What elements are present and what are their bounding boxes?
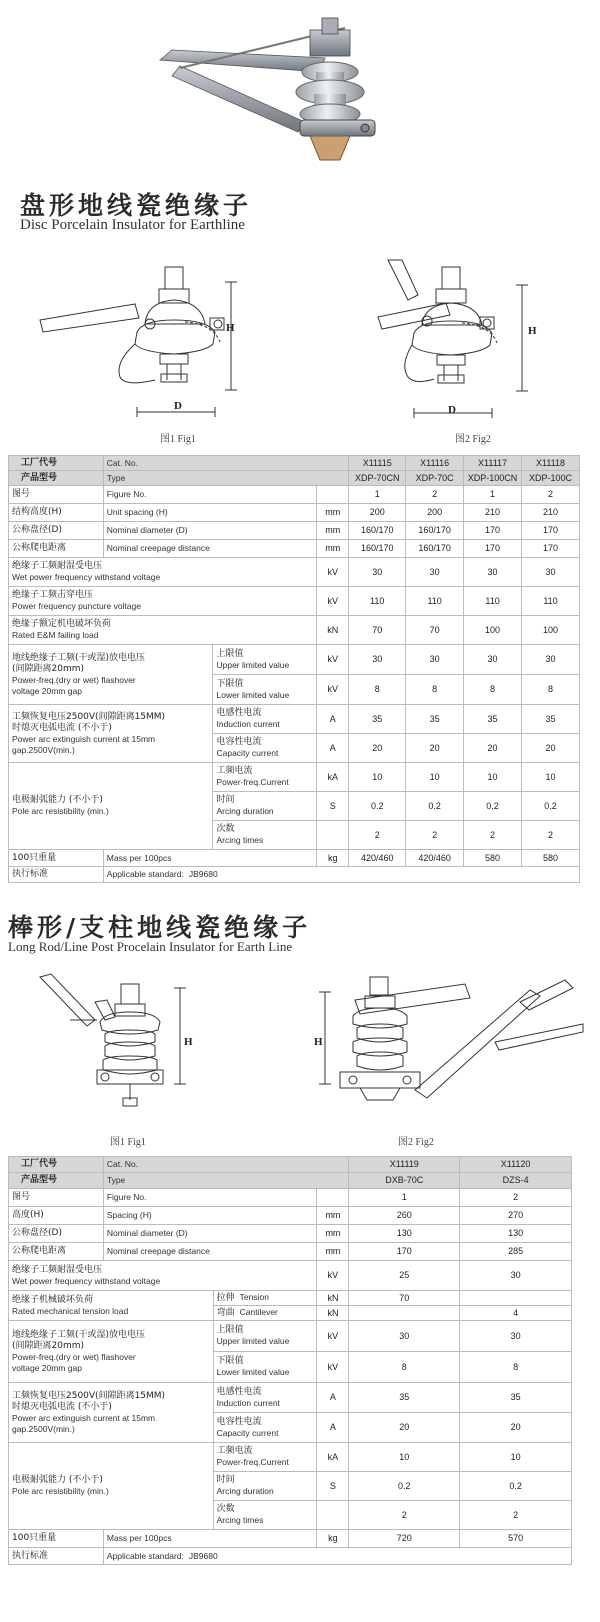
cell-value: 35 bbox=[349, 1383, 460, 1413]
table-row bbox=[9, 1383, 572, 1413]
row-label-en: Unit spacing (H) bbox=[103, 504, 317, 522]
row-label-en: Figure No. bbox=[103, 486, 317, 504]
hdr-type-cn: 产品型号 bbox=[9, 471, 104, 486]
sub-label-en: Lower limited value bbox=[216, 1367, 290, 1377]
standard-label-en: Applicable standard: bbox=[106, 1550, 184, 1561]
cell-value: 270 bbox=[460, 1207, 572, 1225]
row-unit bbox=[317, 821, 349, 850]
cell-value: 580 bbox=[522, 850, 580, 867]
section1-title-cn: 盘形地线瓷绝缘子 bbox=[20, 191, 253, 220]
row-unit: S bbox=[317, 792, 349, 821]
sub-label-cn: 拉伸 bbox=[216, 1293, 235, 1303]
cat-no: X11119 bbox=[349, 1157, 460, 1173]
row-label-cn: 公称爬电距离 bbox=[9, 540, 104, 558]
sub-label-en: Capacity current bbox=[216, 1427, 279, 1438]
sub-label-cn: 电容性电流 bbox=[216, 1416, 262, 1427]
cell-value: 35 bbox=[464, 705, 522, 734]
table-row bbox=[9, 1291, 572, 1306]
section2-title-cn: 棒形/支柱地线瓷绝缘子 bbox=[8, 913, 312, 942]
row-unit bbox=[317, 1189, 349, 1207]
arc-label-en: Power arc extinguish current at 15mm bbox=[12, 733, 156, 744]
table-row bbox=[9, 504, 580, 522]
row-unit: A bbox=[317, 734, 349, 763]
cell-value: 35 bbox=[406, 705, 464, 734]
arc-label-cn2: 时熄灭电弧电流 (不小于) bbox=[12, 1401, 112, 1412]
flashover-label-cn: 地线绝缘子工频(干或湿)放电电压 bbox=[12, 1329, 146, 1340]
cell-value: 10 bbox=[522, 763, 580, 792]
table-row bbox=[9, 558, 580, 587]
sub-label-cn: 电感性电流 bbox=[216, 708, 262, 718]
flashover-label-en: Power-freq.(dry or wet) flashover bbox=[12, 674, 136, 685]
row-unit: kN bbox=[317, 1291, 349, 1306]
row-unit: kV bbox=[317, 587, 349, 616]
cell-value: 2 bbox=[460, 1501, 572, 1530]
fig1-drawing-long-rod bbox=[35, 972, 205, 1122]
table-row bbox=[9, 1443, 572, 1472]
sub-label-cn: 工频电流 bbox=[216, 766, 253, 776]
sub-label-en: Lower limited value bbox=[216, 689, 290, 700]
sub-label-en: Arcing times bbox=[216, 1515, 264, 1525]
arc-label-en2: gap.2500V(min.) bbox=[12, 744, 75, 755]
cell-value: 2 bbox=[460, 1189, 572, 1207]
pole-label-cn: 电极耐弧能力 (不小于) bbox=[12, 795, 103, 805]
arc-label-cn2: 时熄灭电弧电流 (不小于) bbox=[12, 722, 112, 733]
table-row bbox=[9, 540, 580, 558]
row-label-en: Mass per 100pcs bbox=[103, 850, 317, 867]
sub-label-cn: 电容性电流 bbox=[216, 737, 262, 747]
cell-value: 8 bbox=[522, 675, 580, 705]
cell-value: 35 bbox=[460, 1383, 572, 1413]
sub-label-en: Power-freq.Current bbox=[216, 1457, 289, 1467]
pole-label-en: Pole arc resistibility (min.) bbox=[12, 806, 109, 816]
type-value: XDP-70CN bbox=[349, 471, 406, 486]
header-row-cat-no bbox=[9, 456, 580, 471]
table-row bbox=[9, 705, 580, 734]
fig1-dim-H: H bbox=[226, 322, 235, 334]
hdr-cat-en: Cat. No. bbox=[103, 1157, 349, 1173]
row-label-cn: 高度(H) bbox=[9, 1207, 104, 1225]
row-label-cn: 公称盘径(D) bbox=[9, 522, 104, 540]
cell-value: 20 bbox=[406, 734, 464, 763]
cell-value: 260 bbox=[349, 1207, 460, 1225]
fig2-dim-D: D bbox=[448, 404, 456, 416]
hdr-type-en: Type bbox=[103, 1173, 349, 1189]
cell-value: 160/170 bbox=[349, 540, 406, 558]
cell-value: 30 bbox=[460, 1261, 572, 1291]
cell-value: 200 bbox=[349, 504, 406, 522]
table-row bbox=[9, 1321, 572, 1352]
table-row bbox=[9, 763, 580, 792]
row-unit: kA bbox=[317, 763, 349, 792]
row-label-en: Nominal creepage distance bbox=[103, 540, 317, 558]
cell-value: 420/460 bbox=[349, 850, 406, 867]
row-label-cn: 绝缘子工频击穿电压 bbox=[12, 590, 94, 600]
cell-value: 70 bbox=[406, 616, 464, 645]
cell-value: 1 bbox=[464, 486, 522, 504]
cell-value: 10 bbox=[349, 763, 406, 792]
cell-value: 210 bbox=[522, 504, 580, 522]
cell-value: 30 bbox=[522, 645, 580, 675]
cell-value: 130 bbox=[460, 1225, 572, 1243]
mech-label-en: Rated mechanical tension load bbox=[12, 1305, 129, 1316]
cell-value: 2 bbox=[406, 486, 464, 504]
row-unit: kA bbox=[317, 1443, 349, 1472]
cell-value: 2 bbox=[349, 821, 406, 850]
cell-value: 210 bbox=[464, 504, 522, 522]
row-label-cn: 公称爬电距离 bbox=[9, 1243, 104, 1261]
hdr-cat-en: Cat. No. bbox=[103, 456, 348, 471]
cell-value: 0.2 bbox=[464, 792, 522, 821]
row-label-cn: 绝缘子额定机电破坏负荷 bbox=[12, 619, 112, 629]
row-label-cn: 图号 bbox=[9, 486, 104, 504]
row-label-en: Spacing (H) bbox=[103, 1207, 317, 1225]
cat-no: X11120 bbox=[460, 1157, 572, 1173]
row-unit: kV bbox=[317, 1321, 349, 1352]
fig1-long-rod-dim-H: H bbox=[184, 1036, 193, 1048]
cell-value: 1 bbox=[349, 486, 406, 504]
row-label-cn: 绝缘子工频耐湿受电压 bbox=[12, 561, 103, 571]
sub-label-en: Cantilever bbox=[239, 1307, 278, 1317]
pole-label-cn: 电极耐弧能力 (不小于) bbox=[12, 1475, 103, 1485]
spec-table-long-rod bbox=[8, 1156, 572, 1565]
cell-value: 2 bbox=[464, 821, 522, 850]
row-unit: mm bbox=[317, 540, 349, 558]
cell-value: 30 bbox=[349, 645, 406, 675]
cell-value: 20 bbox=[522, 734, 580, 763]
table-row bbox=[9, 1530, 572, 1548]
cell-value: 30 bbox=[349, 558, 406, 587]
flashover-label-cn: 地线绝缘子工频(干或湿)放电电压 bbox=[12, 652, 146, 663]
sub-label-cn: 次数 bbox=[216, 1504, 235, 1514]
sub-label-en: Capacity current bbox=[216, 748, 279, 758]
sub-label-en: Induction current bbox=[216, 719, 280, 729]
row-unit: A bbox=[317, 705, 349, 734]
sub-label-en: Arcing duration bbox=[216, 806, 274, 816]
row-unit: mm bbox=[317, 504, 349, 522]
header-row-cat-no bbox=[9, 1157, 572, 1173]
cell-value: 285 bbox=[460, 1243, 572, 1261]
row-label-cn: 公称盘径(D) bbox=[9, 1225, 104, 1243]
cell-value: 30 bbox=[464, 645, 522, 675]
sub-label-cn: 次数 bbox=[216, 824, 235, 834]
sub-label-cn: 工频电流 bbox=[216, 1446, 253, 1456]
cell-value: 35 bbox=[349, 705, 406, 734]
cell-value: 4 bbox=[460, 1306, 572, 1321]
row-label-cn: 图号 bbox=[9, 1189, 104, 1207]
fig2-dim-H: H bbox=[528, 325, 537, 337]
row-label-cn: 100只重量 bbox=[9, 850, 104, 867]
standard-label-cn: 执行标准 bbox=[9, 1548, 104, 1565]
hdr-type-en: Type bbox=[103, 471, 348, 486]
standard-label-cn: 执行标准 bbox=[9, 867, 104, 883]
cell-value bbox=[460, 1291, 572, 1306]
cell-value: 8 bbox=[464, 675, 522, 705]
row-unit: A bbox=[317, 1413, 349, 1443]
row-unit: kN bbox=[317, 1306, 349, 1321]
table-row bbox=[9, 645, 580, 675]
sub-label-en: Power-freq.Current bbox=[216, 777, 289, 787]
arc-label-en: Power arc extinguish current at 15mm bbox=[12, 1412, 156, 1423]
cell-value: 160/170 bbox=[406, 522, 464, 540]
cell-value: 110 bbox=[464, 587, 522, 616]
cell-value: 2 bbox=[522, 821, 580, 850]
sub-label-en: Arcing duration bbox=[216, 1486, 274, 1496]
fig1-caption: 图1 Fig1 bbox=[160, 434, 196, 445]
cell-value bbox=[349, 1306, 460, 1321]
table-row bbox=[9, 486, 580, 504]
cell-value: 110 bbox=[522, 587, 580, 616]
cell-value: 30 bbox=[460, 1321, 572, 1352]
cell-value: 25 bbox=[349, 1261, 460, 1291]
cell-value: 0.2 bbox=[406, 792, 464, 821]
flashover-gap-cn: (间隙距离20mm) bbox=[12, 1340, 85, 1351]
row-unit bbox=[317, 486, 349, 504]
row-label-cn: 绝缘子工频耐湿受电压 bbox=[12, 1264, 103, 1275]
cell-value: 170 bbox=[522, 522, 580, 540]
row-unit: S bbox=[317, 1472, 349, 1501]
sub-label-en: Upper limited value bbox=[216, 659, 290, 670]
cell-value: 130 bbox=[349, 1225, 460, 1243]
table-row bbox=[9, 850, 580, 867]
cell-value: 100 bbox=[464, 616, 522, 645]
cell-value: 160/170 bbox=[406, 540, 464, 558]
fig1-drawing-disc bbox=[35, 262, 265, 422]
table-row bbox=[9, 1189, 572, 1207]
cell-value: 20 bbox=[464, 734, 522, 763]
arc-label-cn: 工频恢复电压2500V(间隙距离15MM) bbox=[12, 1390, 166, 1401]
header-row-type bbox=[9, 1173, 572, 1189]
row-label-en: Nominal diameter (D) bbox=[103, 522, 317, 540]
sub-label-cn: 上限值 bbox=[216, 648, 244, 659]
cell-value: 30 bbox=[522, 558, 580, 587]
fig1-dim-D: D bbox=[174, 400, 182, 412]
spec-table-disc bbox=[8, 455, 580, 883]
sub-label-cn: 弯曲 bbox=[216, 1308, 235, 1318]
cell-value: 110 bbox=[349, 587, 406, 616]
sub-label-cn: 下限值 bbox=[216, 1356, 244, 1366]
cell-value: 10 bbox=[464, 763, 522, 792]
row-label-en: Wet power frequency withstand voltage bbox=[12, 572, 161, 582]
cell-value: 2 bbox=[522, 486, 580, 504]
type-value: XDP-100C bbox=[522, 471, 580, 486]
fig2-line-post-dim-H: H bbox=[314, 1036, 323, 1048]
sub-label-en: Induction current bbox=[216, 1397, 280, 1408]
cell-value: 10 bbox=[406, 763, 464, 792]
cell-value: 160/170 bbox=[349, 522, 406, 540]
cat-no: X11116 bbox=[406, 456, 464, 471]
product-photo-disc-insulator bbox=[150, 10, 390, 180]
table-row bbox=[9, 1207, 572, 1225]
row-label-en: Wet power frequency withstand voltage bbox=[12, 1275, 161, 1286]
cell-value: 0.2 bbox=[349, 1472, 460, 1501]
cell-value: 70 bbox=[349, 616, 406, 645]
flashover-gap-cn: (间隙距离20mm) bbox=[12, 663, 85, 674]
cell-value: 110 bbox=[406, 587, 464, 616]
cell-value: 0.2 bbox=[460, 1472, 572, 1501]
sub-label-cn: 电感性电流 bbox=[216, 1386, 262, 1397]
table-row bbox=[9, 1243, 572, 1261]
cell-value: 30 bbox=[464, 558, 522, 587]
cell-value: 200 bbox=[406, 504, 464, 522]
row-unit: mm bbox=[317, 1243, 349, 1261]
arc-label-en2: gap.2500V(min.) bbox=[12, 1423, 75, 1434]
hdr-cat-cn: 工厂代号 bbox=[9, 1157, 104, 1173]
cell-value: 2 bbox=[349, 1501, 460, 1530]
cat-no: X11118 bbox=[522, 456, 580, 471]
row-unit bbox=[317, 1501, 349, 1530]
cell-value: 35 bbox=[522, 705, 580, 734]
fig2-drawing-line-post bbox=[315, 972, 585, 1122]
sub-label-cn: 时间 bbox=[216, 795, 235, 805]
fig2-line-post-caption: 图2 Fig2 bbox=[398, 1137, 434, 1148]
sub-label-cn: 上限值 bbox=[216, 1325, 244, 1335]
section2-title-en: Long Rod/Line Post Procelain Insulator for Earth Line bbox=[8, 939, 293, 954]
row-unit: kN bbox=[317, 616, 349, 645]
fig1-long-rod-caption: 图1 Fig1 bbox=[110, 1137, 146, 1148]
cell-value: 170 bbox=[464, 540, 522, 558]
cell-value: 2 bbox=[406, 821, 464, 850]
type-value: XDP-100CN bbox=[464, 471, 522, 486]
row-unit: A bbox=[317, 1383, 349, 1413]
cell-value: 8 bbox=[406, 675, 464, 705]
standard-row bbox=[9, 1548, 572, 1565]
row-unit: kV bbox=[317, 645, 349, 675]
row-label-cn: 结构高度(H) bbox=[9, 504, 104, 522]
row-label-cn: 100只重量 bbox=[9, 1530, 104, 1548]
sub-label-cn: 时间 bbox=[216, 1475, 235, 1485]
hdr-cat-cn: 工厂代号 bbox=[9, 456, 104, 471]
flashover-label-en: Power-freq.(dry or wet) flashover bbox=[12, 1351, 136, 1362]
cell-value: 420/460 bbox=[406, 850, 464, 867]
standard-value: JB9680 bbox=[188, 1550, 218, 1561]
type-value: DXB-70C bbox=[349, 1173, 460, 1189]
row-unit: kV bbox=[317, 1261, 349, 1291]
cell-value: 570 bbox=[460, 1530, 572, 1548]
header-row-type bbox=[9, 471, 580, 486]
sub-label-en: Upper limited value bbox=[216, 1336, 290, 1346]
cell-value: 170 bbox=[464, 522, 522, 540]
section1-title-en: Disc Porcelain Insulator for Earthline bbox=[20, 217, 245, 233]
cell-value: 0.2 bbox=[522, 792, 580, 821]
row-label-en: Nominal diameter (D) bbox=[103, 1225, 317, 1243]
cat-no: X11115 bbox=[349, 456, 406, 471]
cell-value: 30 bbox=[406, 558, 464, 587]
fig2-caption: 图2 Fig2 bbox=[455, 434, 491, 445]
pole-label-en: Pole arc resistibility (min.) bbox=[12, 1486, 109, 1496]
hdr-type-cn: 产品型号 bbox=[9, 1173, 104, 1189]
row-label-en: Figure No. bbox=[103, 1189, 317, 1207]
fig2-drawing-disc bbox=[350, 255, 550, 425]
table-row bbox=[9, 522, 580, 540]
flashover-gap-en: voltage 20mm gap bbox=[12, 685, 82, 696]
cell-value: 30 bbox=[349, 1321, 460, 1352]
cell-value: 170 bbox=[349, 1243, 460, 1261]
standard-value: JB9680 bbox=[188, 869, 218, 879]
type-value: DZS-4 bbox=[460, 1173, 572, 1189]
row-unit: kg bbox=[317, 850, 349, 867]
row-label-en: Mass per 100pcs bbox=[103, 1530, 317, 1548]
cell-value: 20 bbox=[349, 734, 406, 763]
cell-value: 30 bbox=[406, 645, 464, 675]
row-unit: kg bbox=[317, 1530, 349, 1548]
cell-value: 580 bbox=[464, 850, 522, 867]
sub-label-en: Arcing times bbox=[216, 835, 264, 845]
table-row bbox=[9, 1261, 572, 1291]
sub-label-en: Tension bbox=[239, 1292, 269, 1302]
cell-value: 170 bbox=[522, 540, 580, 558]
cell-value: 0.2 bbox=[349, 792, 406, 821]
row-unit: mm bbox=[317, 1207, 349, 1225]
table-row bbox=[9, 616, 580, 645]
cell-value: 8 bbox=[349, 1352, 460, 1383]
cell-value: 8 bbox=[460, 1352, 572, 1383]
row-unit: mm bbox=[317, 522, 349, 540]
standard-row bbox=[9, 867, 580, 883]
row-unit: mm bbox=[317, 1225, 349, 1243]
arc-label-cn: 工频恢复电压2500V(间隙距离15MM) bbox=[12, 711, 166, 722]
cell-value: 100 bbox=[522, 616, 580, 645]
cell-value: 1 bbox=[349, 1189, 460, 1207]
mech-label-cn: 绝缘子机械破坏负荷 bbox=[12, 1294, 94, 1305]
row-unit: kV bbox=[317, 1352, 349, 1383]
cell-value: 10 bbox=[460, 1443, 572, 1472]
row-label-en: Nominal creepage distance bbox=[103, 1243, 317, 1261]
flashover-gap-en: voltage 20mm gap bbox=[12, 1362, 82, 1373]
cat-no: X11117 bbox=[464, 456, 522, 471]
row-unit: kV bbox=[317, 558, 349, 587]
table-row bbox=[9, 1225, 572, 1243]
cell-value: 10 bbox=[349, 1443, 460, 1472]
standard-label-en: Applicable standard: bbox=[106, 869, 184, 879]
row-unit: kV bbox=[317, 675, 349, 705]
cell-value: 720 bbox=[349, 1530, 460, 1548]
sub-label-cn: 下限值 bbox=[216, 678, 244, 689]
row-label-en: Power frequency puncture voltage bbox=[12, 601, 141, 611]
table-row bbox=[9, 587, 580, 616]
cell-value: 20 bbox=[349, 1413, 460, 1443]
row-label-en: Rated E&M failing load bbox=[12, 630, 99, 640]
cell-value: 70 bbox=[349, 1291, 460, 1306]
cell-value: 20 bbox=[460, 1413, 572, 1443]
type-value: XDP-70C bbox=[406, 471, 464, 486]
cell-value: 8 bbox=[349, 675, 406, 705]
